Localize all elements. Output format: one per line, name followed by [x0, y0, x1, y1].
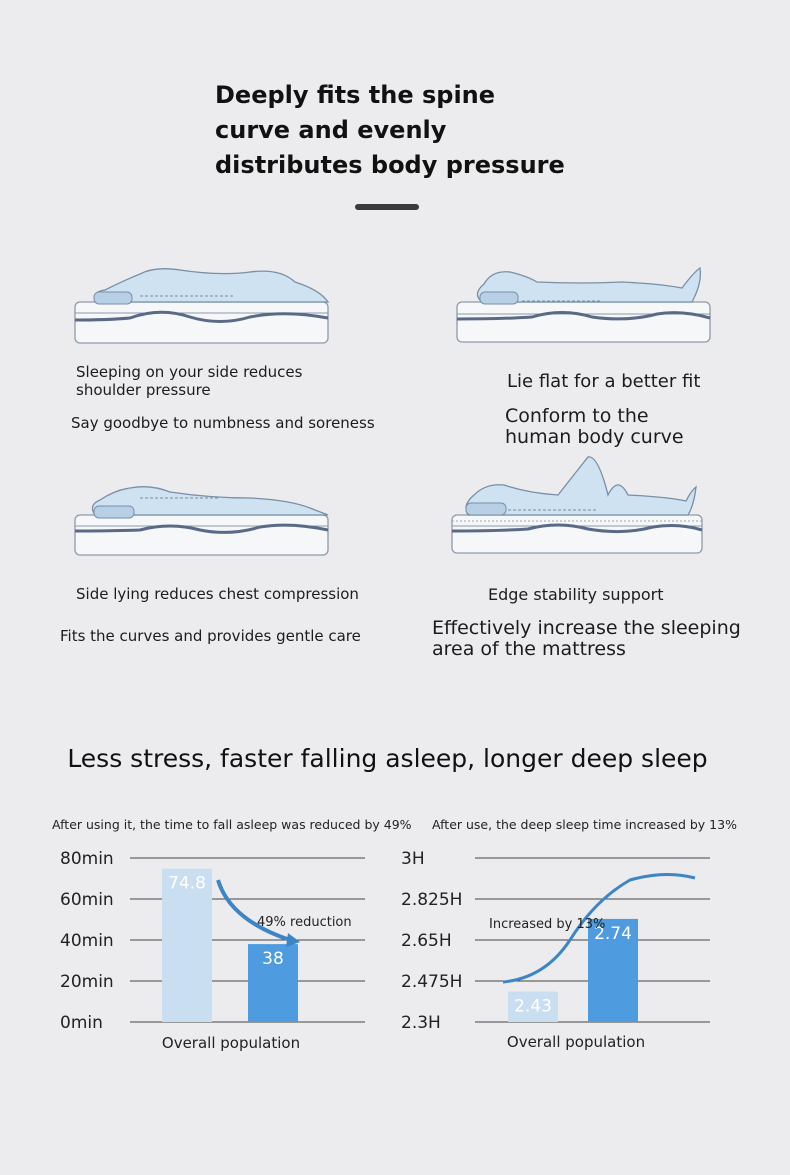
- feature-2-caption: Lie flat for a better fit: [507, 371, 701, 392]
- chart-1-bar-label-2: 38: [262, 949, 284, 970]
- heading-divider: [355, 204, 419, 210]
- chart-2: [395, 840, 725, 1060]
- chart-1-yticks: [60, 849, 114, 1033]
- chart-1-ytick-label: 20min: [60, 972, 114, 992]
- feature-4-caption: Edge stability support: [488, 585, 664, 604]
- chart-2-title: After use, the deep sleep time increased by 13%: [432, 817, 737, 832]
- page-heading: Deeply fits the spine curve and evenly distributes body pressure: [215, 81, 565, 179]
- chart-1-trend-arrow: [218, 880, 290, 940]
- feature-4-note: Effectively increase the sleeping area of the mattress: [432, 617, 741, 660]
- side-sleep-illustration: [70, 262, 335, 347]
- chart-1-ytick-label: 80min: [60, 849, 114, 869]
- feature-1-caption: Sleeping on your side reduces shoulder pressure: [76, 363, 303, 399]
- feature-1-note: Say goodbye to numbness and soreness: [71, 414, 375, 432]
- chart-2-bar-label-2: 2.74: [594, 923, 632, 944]
- feature-2-note: Conform to the human body curve: [505, 405, 684, 448]
- chart-2-ytick-label: 3H: [401, 849, 425, 869]
- chart-2-xlabel: Overall population: [506, 1033, 646, 1051]
- side-lying-illustration: [70, 480, 335, 560]
- chart-2-ytick-label: 2.825H: [401, 890, 463, 910]
- chart-2-ytick-label: 2.65H: [401, 931, 452, 951]
- chart-1-bar-label-1: 74.8: [168, 873, 206, 894]
- chart-1: [50, 840, 380, 1060]
- flat-sleep-illustration: [452, 262, 717, 347]
- feature-3-note: Fits the curves and provides gentle care: [60, 627, 361, 645]
- chart-2-bar-label-1: 2.43: [514, 996, 552, 1017]
- chart-1-ytick-label: 0min: [60, 1013, 103, 1033]
- chart-1-bars: [162, 869, 298, 1022]
- chart-1-ytick-label: 40min: [60, 931, 114, 951]
- chart-1-title: After using it, the time to fall asleep was reduced by 49%: [52, 817, 412, 832]
- chart-1-ytick-label: 60min: [60, 890, 114, 910]
- chart-2-ytick-label: 2.3H: [401, 1013, 441, 1033]
- chart-2-annotation: Increased by 13%: [489, 917, 606, 932]
- chart-2-ytick-label: 2.475H: [401, 972, 463, 992]
- chart-2-yticks: [401, 849, 462, 1033]
- section-title: Less stress, faster falling asleep, longer deep sleep: [67, 744, 708, 773]
- edge-support-illustration: [448, 455, 708, 560]
- chart-1-xlabel: Overall population: [161, 1034, 301, 1052]
- chart-1-annotation: 49% reduction: [257, 915, 352, 930]
- feature-3-caption: Side lying reduces chest compression: [76, 585, 359, 603]
